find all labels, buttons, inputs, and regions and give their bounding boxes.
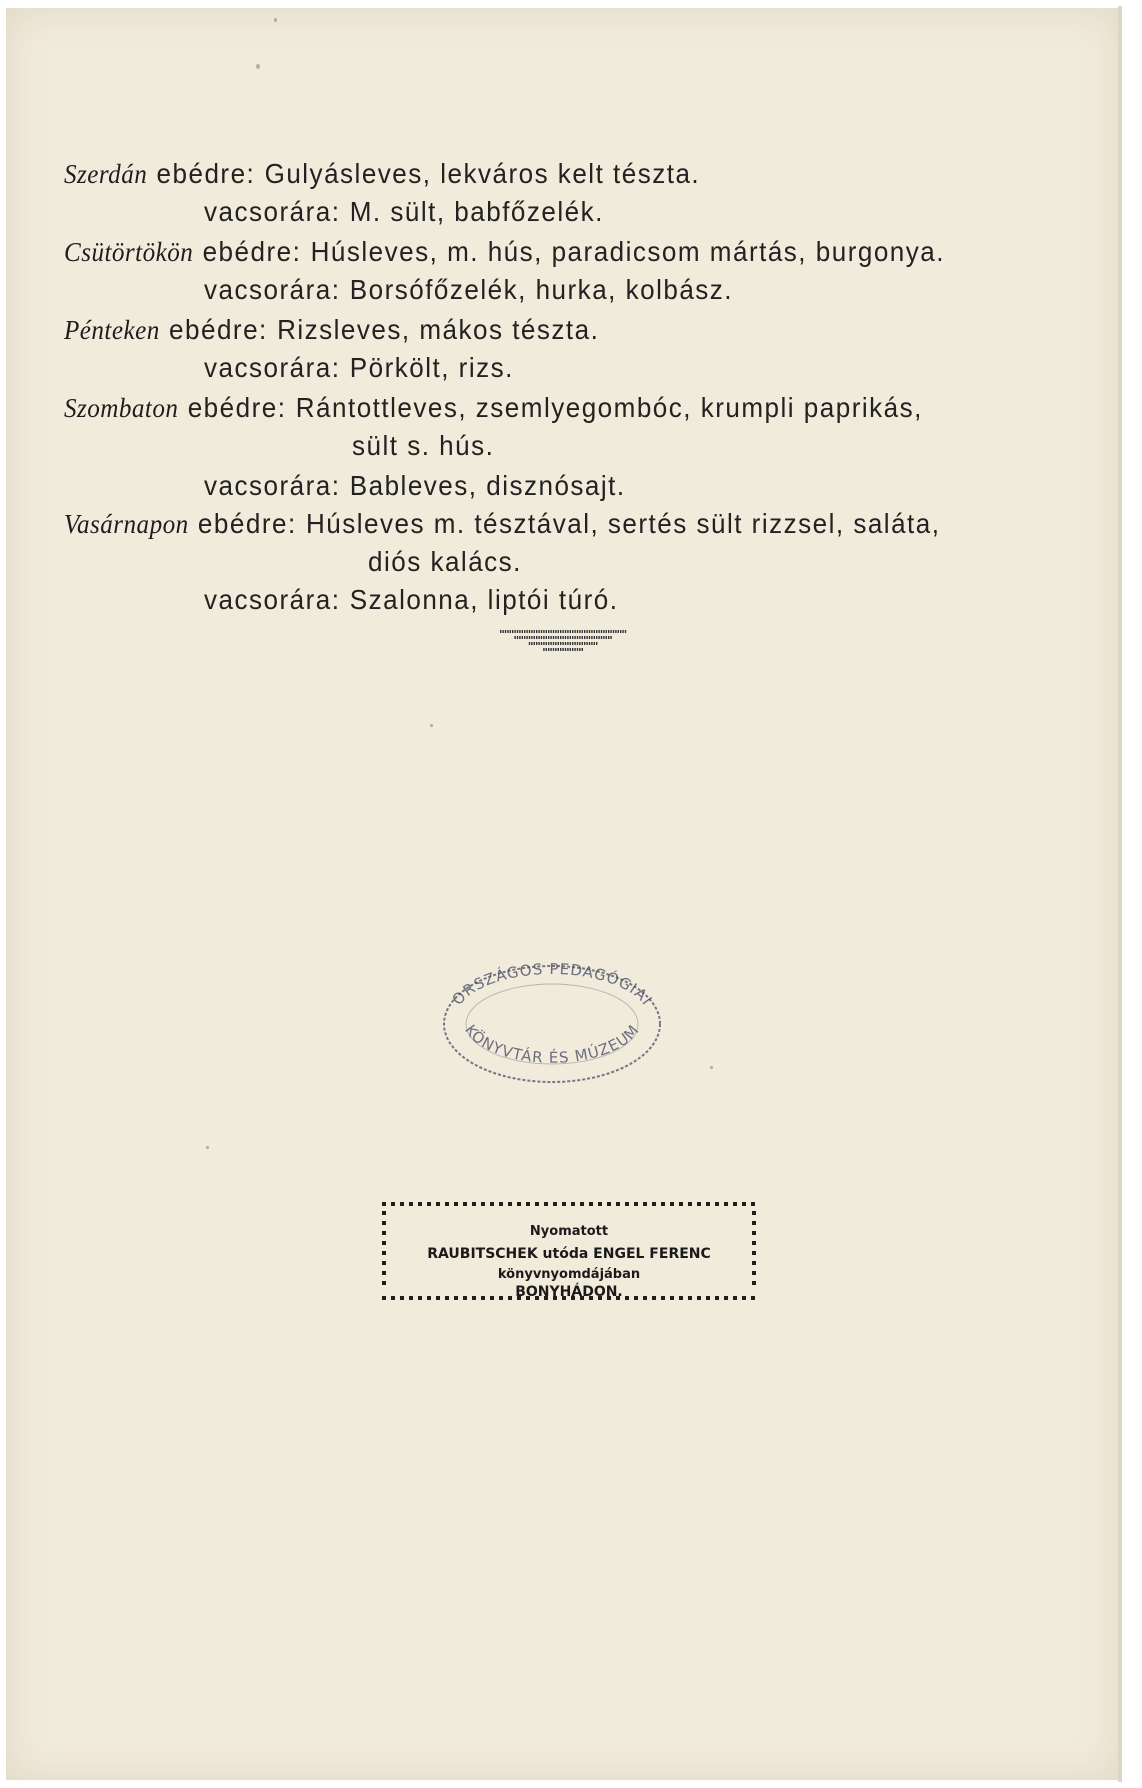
meal-label: ebédre: (197, 508, 297, 539)
printer-imprint (380, 1200, 758, 1302)
stamp-bottom-text: KÖNYVTÁR ÉS MÚZEUM (461, 1020, 643, 1067)
meal-label: vacsorára: (204, 274, 341, 305)
dish-text: Húsleves, m. hús, paradicsom mártás, burgonya. (310, 236, 945, 267)
dish-text: Bableves, disznósajt. (349, 470, 626, 501)
menu-line (204, 352, 514, 384)
meal-label: vacsorára: (204, 584, 341, 615)
day-label: Vasárnapon (64, 509, 189, 539)
menu-line (64, 158, 700, 190)
menu-line (368, 546, 522, 578)
menu-line (204, 470, 626, 502)
day-label: Szerdán (64, 159, 148, 189)
meal-label: ebédre: (169, 314, 268, 345)
dish-text: Rizsleves, mákos tészta. (277, 314, 600, 345)
meal-label: ebédre: (156, 158, 256, 189)
ornament-divider (490, 626, 640, 660)
dish-text: Pörkölt, rizs. (349, 352, 514, 383)
imprint-line: BONYHÁDON. (515, 1284, 623, 1300)
menu-line (64, 508, 940, 540)
menu-line (64, 314, 599, 346)
dish-text: diós kalács. (368, 546, 522, 577)
menu-line (64, 236, 945, 268)
dish-text: sült s. hús. (352, 430, 495, 461)
paper-speck (710, 1066, 713, 1069)
menu-line (204, 274, 733, 306)
day-label: Szombaton (64, 393, 179, 423)
paper-speck (256, 64, 260, 69)
library-stamp (434, 946, 670, 1096)
dish-text: Húsleves m. tésztával, sertés sült rizzsel, saláta, (305, 508, 941, 539)
menu-line (204, 196, 604, 228)
svg-text:KÖNYVTÁR ÉS MÚZEUM (461, 1021, 643, 1067)
dish-text: Szalonna, liptói túró. (349, 584, 619, 615)
dish-text: Rántottleves, zsemlyegombóc, krumpli paprikás, (295, 392, 923, 423)
imprint-line: RAUBITSCHEK utóda ENGEL FERENC (427, 1246, 711, 1262)
menu-line (352, 430, 494, 462)
menu-line (204, 584, 618, 616)
day-label: Pénteken (64, 315, 160, 345)
paper-speck (206, 1146, 209, 1149)
dish-text: Borsófőzelék, hurka, kolbász. (349, 274, 734, 305)
day-label: Csütörtökön (64, 237, 194, 267)
paper-speck (274, 18, 277, 22)
dish-text: M. sült, babfőzelék. (349, 196, 604, 227)
meal-label: ebédre: (202, 236, 302, 267)
paper-speck (430, 724, 433, 727)
page-edge (1118, 6, 1122, 1782)
meal-label: vacsorára: (204, 352, 341, 383)
imprint-line: könyvnyomdájában (497, 1267, 641, 1282)
stamp-top-text: ORSZÁGOS PEDAGÓGIAI (448, 959, 657, 1009)
meal-label: ebédre: (187, 392, 287, 423)
imprint-line: Nyomatott (529, 1224, 609, 1239)
dish-text: Gulyásleves, lekváros kelt tészta. (264, 158, 701, 189)
meal-label: vacsorára: (204, 470, 341, 501)
menu-line (64, 392, 923, 424)
meal-label: vacsorára: (204, 196, 341, 227)
